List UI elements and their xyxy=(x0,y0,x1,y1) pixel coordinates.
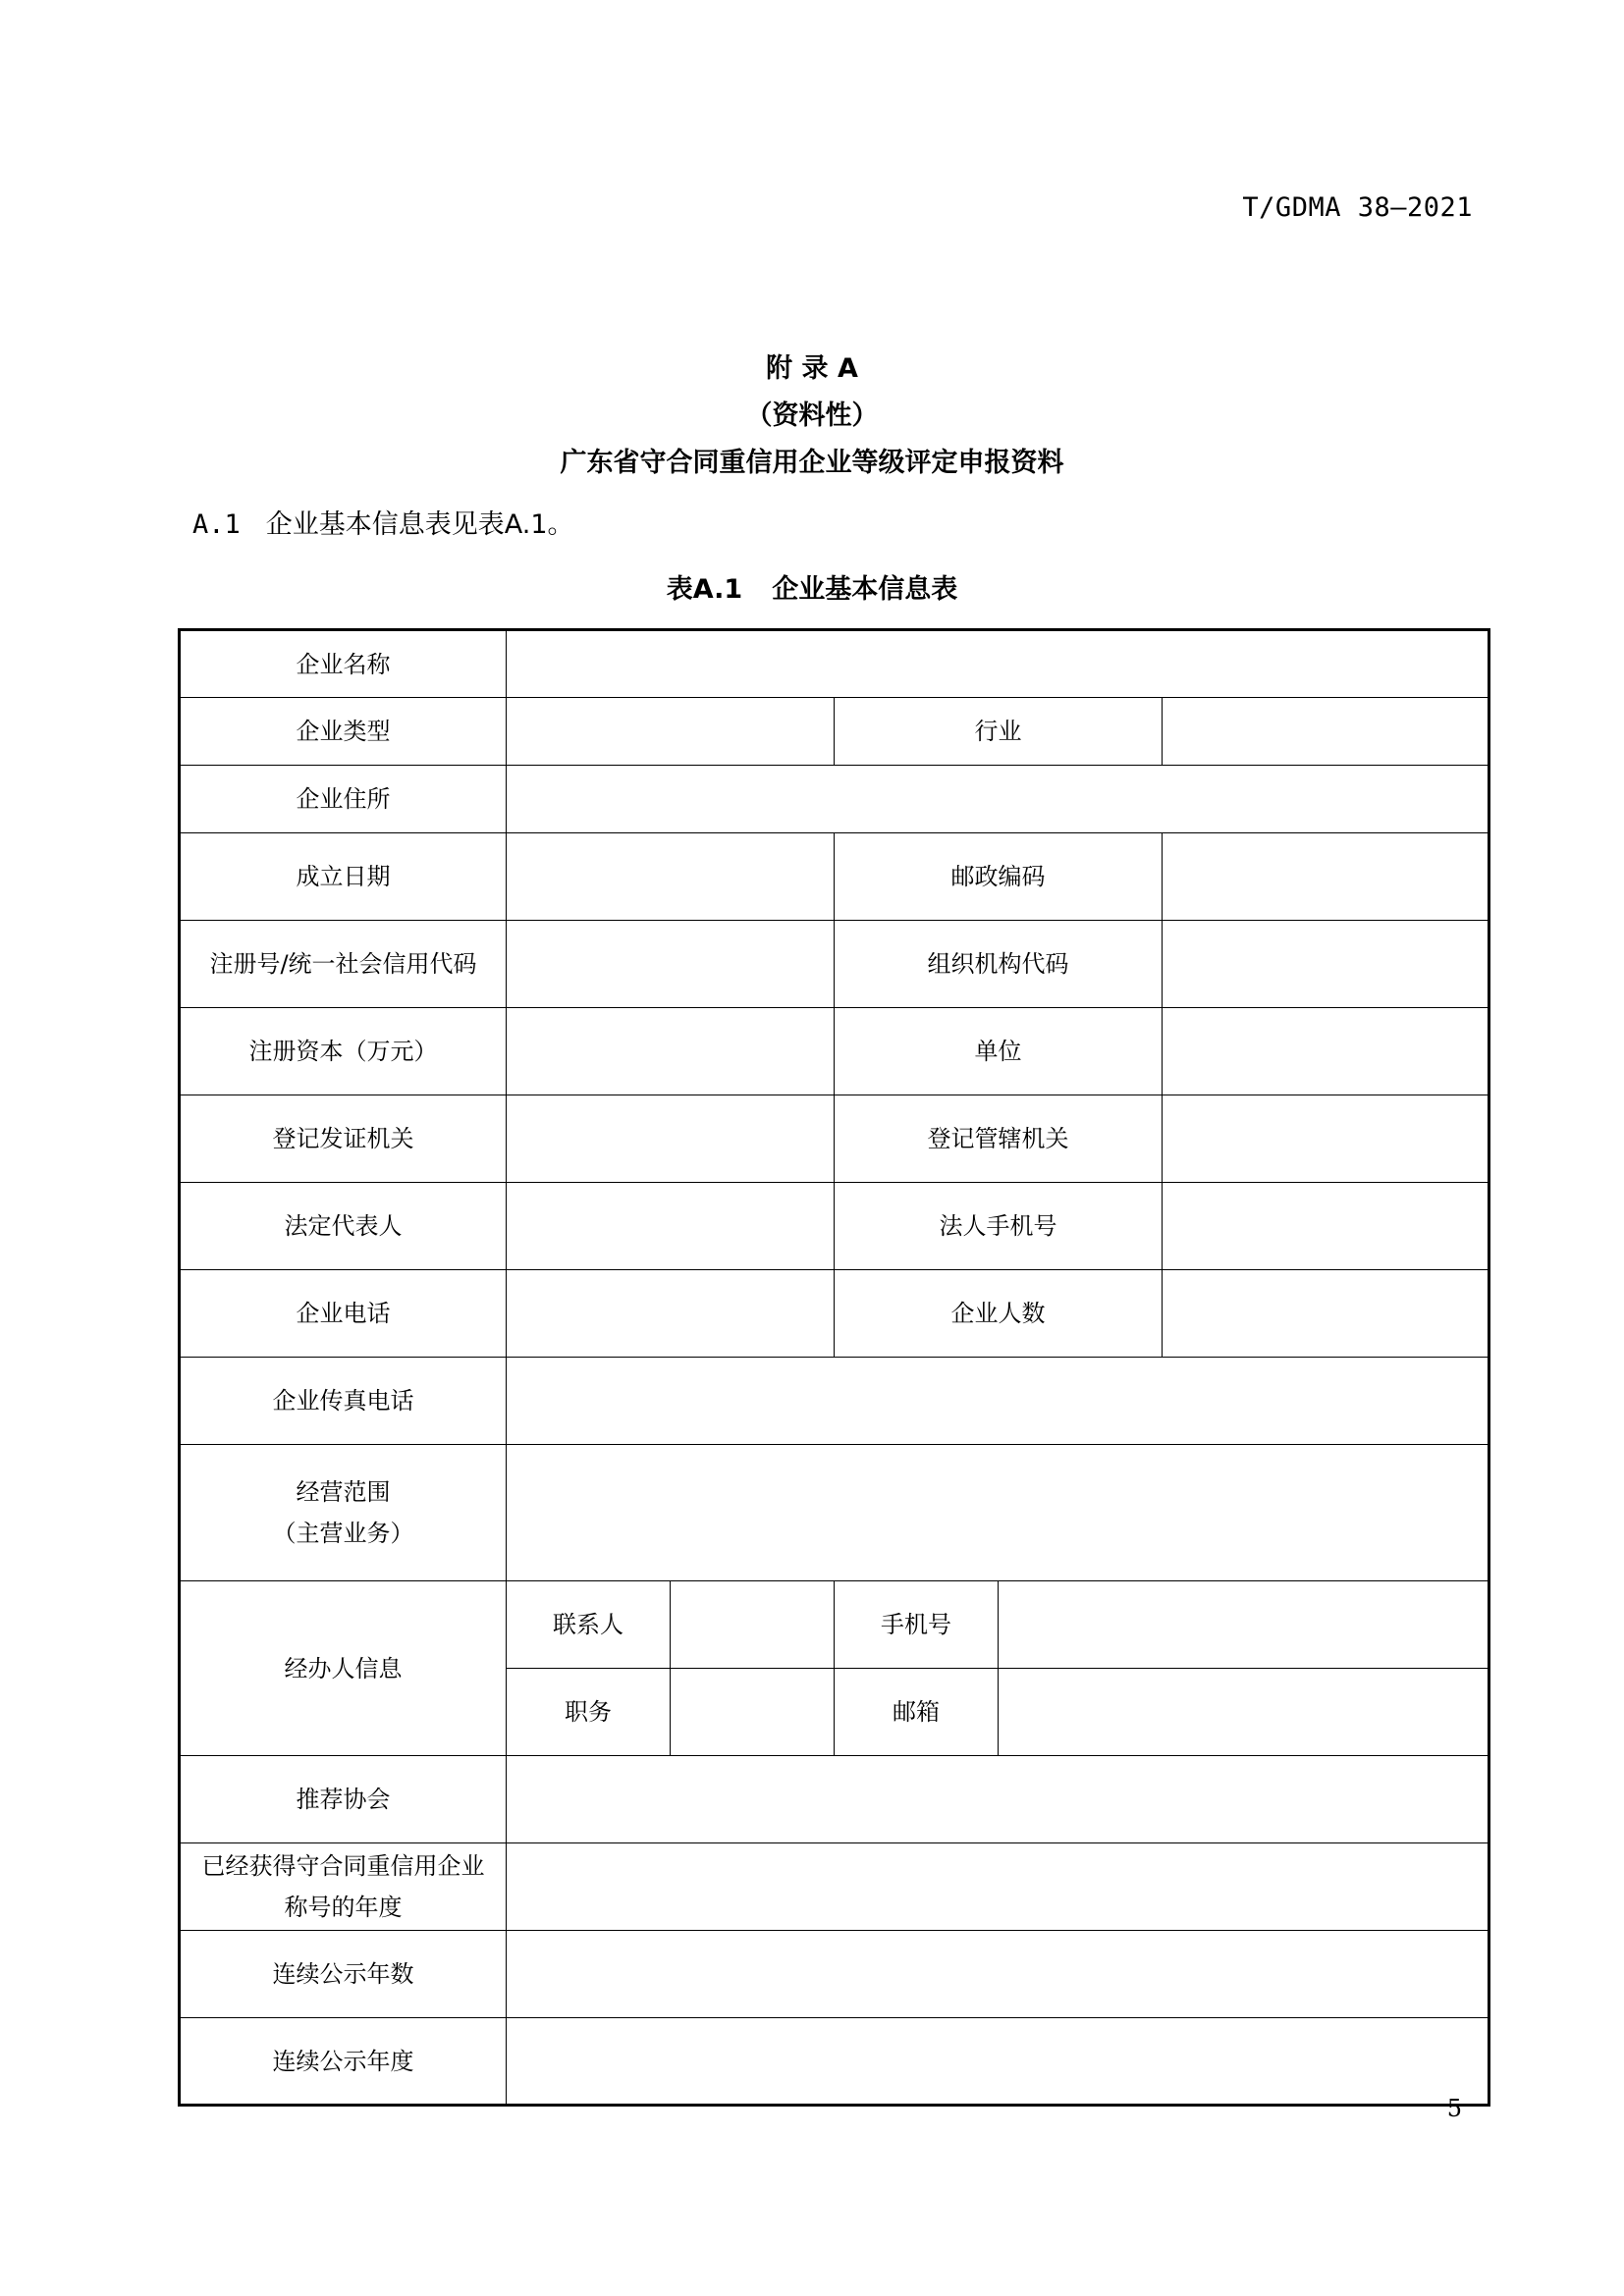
label-consecutive-years-list: 连续公示年度 xyxy=(180,2018,507,2106)
table-row xyxy=(180,766,1489,833)
enterprise-info-table xyxy=(178,628,1490,2107)
table-row xyxy=(180,1931,1489,2018)
label-business-scope-line1: 经营范围 xyxy=(296,1478,391,1506)
field-enterprise-name[interactable] xyxy=(507,630,1489,698)
label-position: 职务 xyxy=(507,1669,671,1756)
label-fax: 企业传真电话 xyxy=(180,1358,507,1445)
field-contact-person[interactable] xyxy=(671,1581,835,1669)
table-caption-number: 表A.1 xyxy=(666,574,743,605)
clause-text: 企业基本信息表见表A.1。 xyxy=(265,509,574,540)
table-row xyxy=(180,1183,1489,1270)
label-jurisdiction-authority: 登记管辖机关 xyxy=(835,1095,1163,1183)
table-row xyxy=(180,1008,1489,1095)
label-contact-person: 联系人 xyxy=(507,1581,671,1669)
field-org-code[interactable] xyxy=(1163,921,1489,1008)
label-business-scope xyxy=(180,1445,507,1581)
label-obtained-title-years-line1: 已经获得守合同重信用企业 xyxy=(201,1852,485,1880)
field-industry[interactable] xyxy=(1163,698,1489,766)
field-registration-code[interactable] xyxy=(507,921,835,1008)
field-email[interactable] xyxy=(999,1669,1489,1756)
label-registration-code: 注册号/统一社会信用代码 xyxy=(180,921,507,1008)
appendix-label: 附 录 A xyxy=(766,353,858,384)
label-registration-authority: 登记发证机关 xyxy=(180,1095,507,1183)
label-address: 企业住所 xyxy=(180,766,507,833)
table-row xyxy=(180,2018,1489,2106)
clause-a1 xyxy=(192,503,574,541)
label-obtained-title-years-line2: 称号的年度 xyxy=(284,1894,403,1921)
table-row xyxy=(180,921,1489,1008)
label-postcode: 邮政编码 xyxy=(835,833,1163,921)
field-unit[interactable] xyxy=(1163,1008,1489,1095)
table-row xyxy=(180,1445,1489,1581)
label-industry: 行业 xyxy=(835,698,1163,766)
field-consecutive-years-list[interactable] xyxy=(507,2018,1489,2106)
field-consecutive-years-count[interactable] xyxy=(507,1931,1489,2018)
table-row xyxy=(180,1581,1489,1669)
table-row xyxy=(180,1843,1489,1931)
label-enterprise-type: 企业类型 xyxy=(180,698,507,766)
field-enterprise-type[interactable] xyxy=(507,698,835,766)
field-postcode[interactable] xyxy=(1163,833,1489,921)
field-legal-mobile[interactable] xyxy=(1163,1183,1489,1270)
field-founded-date[interactable] xyxy=(507,833,835,921)
clause-number: A.1 xyxy=(192,509,241,540)
field-staff-count[interactable] xyxy=(1163,1270,1489,1358)
page-number: 5 xyxy=(1446,2095,1462,2122)
standard-code: T/GDMA 38—2021 xyxy=(1242,192,1473,223)
table-row xyxy=(180,698,1489,766)
field-obtained-title-years[interactable] xyxy=(507,1843,1489,1931)
table-row xyxy=(180,1095,1489,1183)
label-unit: 单位 xyxy=(835,1008,1163,1095)
field-registered-capital[interactable] xyxy=(507,1008,835,1095)
label-consecutive-years-count: 连续公示年数 xyxy=(180,1931,507,2018)
field-registration-authority[interactable] xyxy=(507,1095,835,1183)
label-enterprise-phone: 企业电话 xyxy=(180,1270,507,1358)
table-row xyxy=(180,1358,1489,1445)
label-handler-mobile: 手机号 xyxy=(835,1581,999,1669)
label-legal-representative: 法定代表人 xyxy=(180,1183,507,1270)
label-registered-capital: 注册资本（万元） xyxy=(180,1008,507,1095)
label-enterprise-name: 企业名称 xyxy=(180,630,507,698)
label-org-code: 组织机构代码 xyxy=(835,921,1163,1008)
label-handler-info: 经办人信息 xyxy=(180,1581,507,1756)
label-legal-mobile: 法人手机号 xyxy=(835,1183,1163,1270)
table-row xyxy=(180,630,1489,698)
field-legal-representative[interactable] xyxy=(507,1183,835,1270)
table-row xyxy=(180,1756,1489,1843)
label-founded-date: 成立日期 xyxy=(180,833,507,921)
table-caption xyxy=(0,567,1624,606)
field-handler-mobile[interactable] xyxy=(999,1581,1489,1669)
field-enterprise-phone[interactable] xyxy=(507,1270,835,1358)
label-obtained-title-years xyxy=(180,1843,507,1931)
appendix-title: 广东省守合同重信用企业等级评定申报资料 xyxy=(560,448,1064,478)
label-email: 邮箱 xyxy=(835,1669,999,1756)
appendix-nature: （资料性） xyxy=(745,400,879,431)
field-business-scope[interactable] xyxy=(507,1445,1489,1581)
table-caption-title: 企业基本信息表 xyxy=(772,574,958,605)
label-recommending-association: 推荐协会 xyxy=(180,1756,507,1843)
field-fax[interactable] xyxy=(507,1358,1489,1445)
label-business-scope-line2: （主营业务） xyxy=(272,1520,414,1547)
field-recommending-association[interactable] xyxy=(507,1756,1489,1843)
appendix-heading xyxy=(0,346,1624,487)
field-address[interactable] xyxy=(507,766,1489,833)
field-jurisdiction-authority[interactable] xyxy=(1163,1095,1489,1183)
field-position[interactable] xyxy=(671,1669,835,1756)
table-row xyxy=(180,1270,1489,1358)
label-staff-count: 企业人数 xyxy=(835,1270,1163,1358)
table-row xyxy=(180,833,1489,921)
